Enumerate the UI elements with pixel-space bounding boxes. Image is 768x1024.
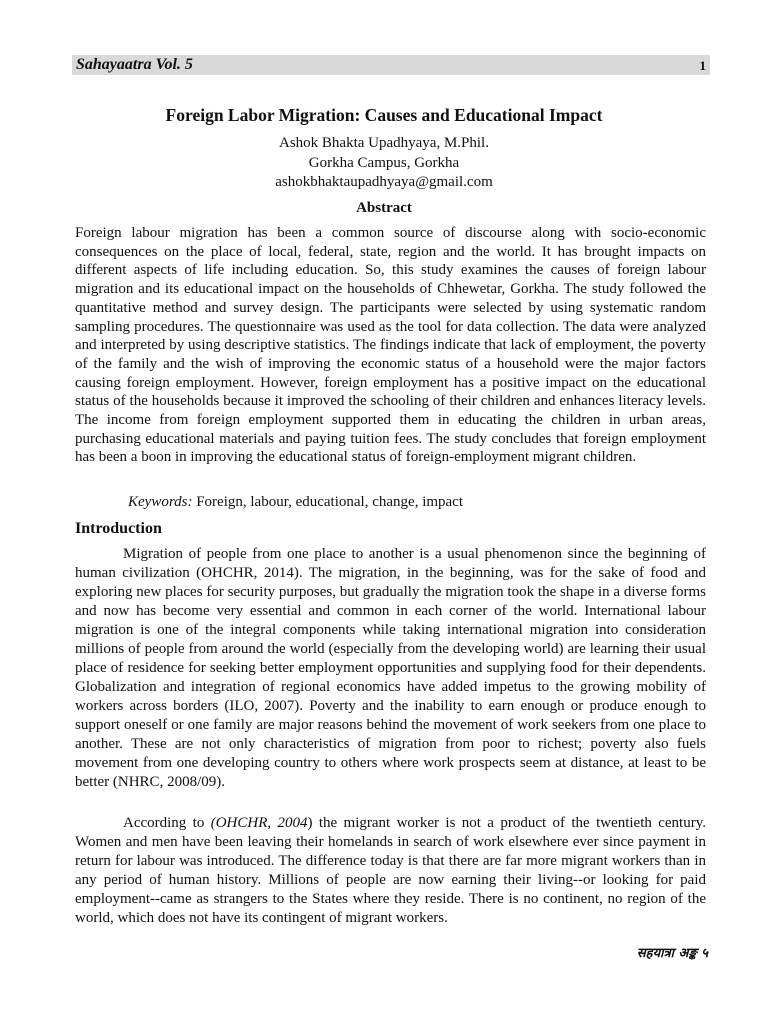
introduction-paragraph-1: Migration of people from one place to another is a usual phenomenon since the beginning of human civilization (OHCHR, 2014). The migration, in the beginning, was for the sake of food and exploring new places for security purposes, but gradually the migration took the shape in a diverse forms and now has become very essential and common in each corner of the world. International labour migration is one of the integral components while taking international migration into consideration millions of people from around the world (especially from the developing world) are learning their usual place of residence for seeking better employment opportunities and supplying food for their dependents. Globalization and integration of regional economics have added impetus to the growing mobility of workers across borders (ILO, 2007). Poverty and the inability to earn enough or produce enough to support oneself or one family are major reasons behind the movement of work seekers from one place to another. These are not only characteristics of migration from poor to richest; poverty also fuels movement from one developing country to others where work prospects seem at distance, at least to be better (NHRC, 2008/09). <box>75 546 706 790</box>
journal-name: Sahayaatra Vol. 5 <box>76 56 193 73</box>
introduction-paragraph-2 <box>75 814 706 928</box>
paper-title: Foreign Labor Migration: Causes and Educational Impact <box>165 105 603 125</box>
para2-citation: (OHCHR, 2004 <box>210 815 308 831</box>
keywords-text: Foreign, labour, educational, change, impact <box>196 494 464 510</box>
running-header <box>72 55 710 75</box>
para2-body: ) the migrant worker is not a product of the twentieth century. Women and men have been leaving their homelands in search of work elsewhere ever since payment in return for labour was introduced. The difference today is that there are far more migrant workers than in any period of human history. Millions of people are now earning their living--or looking for paid employment--came as strangers to the States where they reside. There is no continent, no region of the world, which does not have its contingent of migrant workers. <box>75 815 707 926</box>
keywords-label: Keywords: <box>128 494 193 510</box>
page-number: 1 <box>699 58 706 73</box>
para2-lead: According to <box>123 815 205 831</box>
page-footer: सहयात्रा अङ्क ५ <box>636 946 708 961</box>
author-name: Ashok Bhakta Upadhyaya, M.Phil. <box>279 135 489 151</box>
author-email: ashokbhaktaupadhyaya@gmail.com <box>275 174 493 190</box>
keywords-line <box>128 493 463 512</box>
author-affiliation: Gorkha Campus, Gorkha <box>308 154 460 171</box>
introduction-heading: Introduction <box>75 520 162 537</box>
abstract-heading: Abstract <box>356 200 412 216</box>
author-block <box>0 134 768 193</box>
abstract-text: Foreign labour migration has been a common source of discourse along with socio-economic consequences on the place of local, federal, state, region and the world. It has brought impacts on different aspects of life including education. So, this study examines the causes of foreign labour migration and its educational impact on the households of Chhewetar, Gorkha. The study followed the quantitative method and survey design. The participants were selected by using systematic random sampling procedures. The questionnaire was used as the tool for data collection. The data were analyzed and interpreted by using descriptive statistics. The findings indicate that lack of employment, the poverty of the family and the wish of improving the economic status of a household were the major factors causing foreign employment. However, foreign employment has a positive impact on the educational status of the households because it improved the schooling of their children and enhances literacy levels. The income from foreign employment supported them in educating the children in urban areas, purchasing educational materials and paying tuition fees. The study concludes that foreign employment has been a boon in improving the educational status of foreign-employment migrant children. <box>75 225 706 466</box>
